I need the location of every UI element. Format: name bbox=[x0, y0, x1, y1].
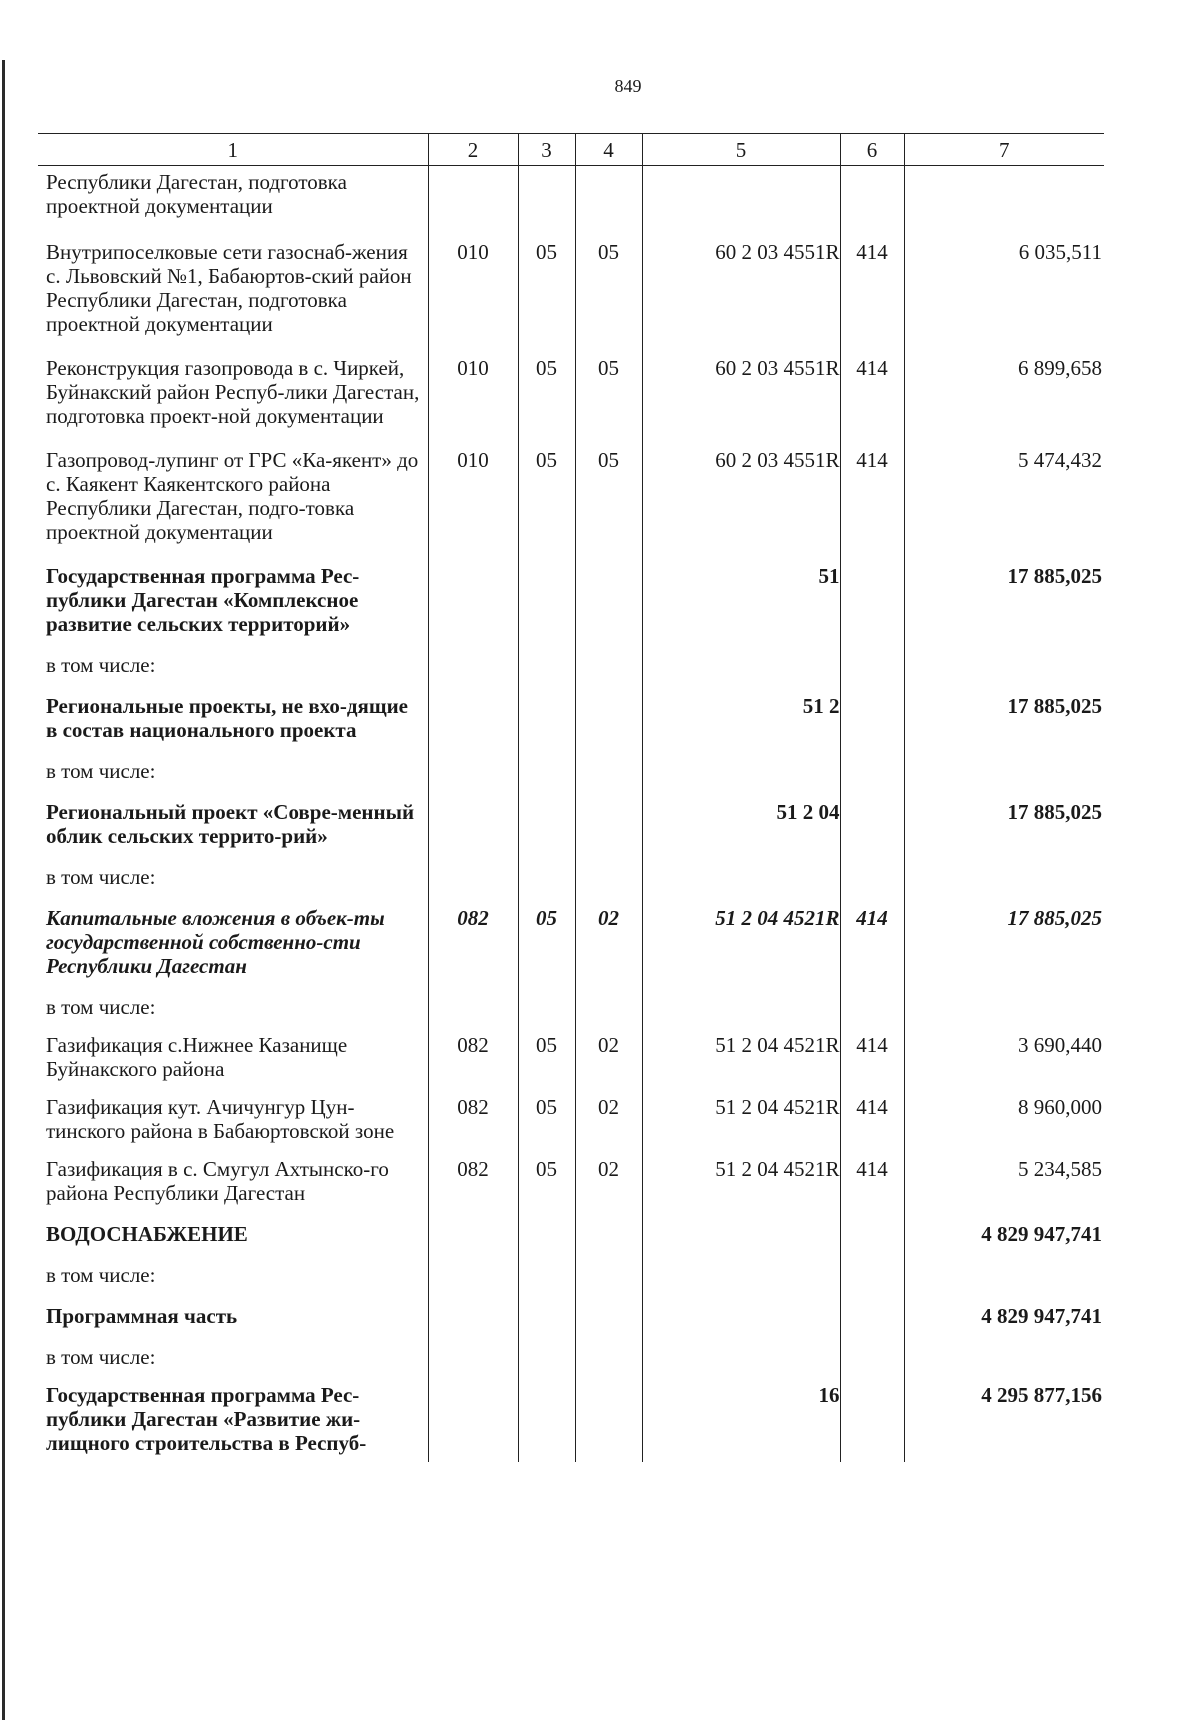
cell-ministry-code: 082 bbox=[428, 896, 518, 988]
cell-amount: 4 829 947,741 bbox=[904, 1294, 1104, 1338]
cell-ministry-code: 010 bbox=[428, 230, 518, 346]
cell-subsection bbox=[575, 858, 642, 896]
row-name: Газификация с.Нижнее Казанище Буйнакского района bbox=[46, 1033, 348, 1081]
row-name: Газификация кут. Ачичунгур Цун-тинского района в Бабаюртовской зоне bbox=[46, 1095, 395, 1143]
cell-section bbox=[518, 988, 575, 1026]
row-name: Внутрипоселковые сети газоснаб-жения с. Львовский №1, Бабаюртов-ский район Республики Дагестан, подготовка проектной документации bbox=[46, 240, 412, 336]
cell-target-article bbox=[642, 166, 840, 231]
table-row bbox=[38, 988, 1104, 1026]
cell-expense-type bbox=[840, 858, 904, 896]
cell-ministry-code bbox=[428, 988, 518, 1026]
row-name: в том числе: bbox=[46, 995, 156, 1019]
cell-section bbox=[518, 1294, 575, 1338]
cell-expense-type bbox=[840, 166, 904, 231]
cell-ministry-code bbox=[428, 1338, 518, 1376]
cell-expense-type: 414 bbox=[840, 1026, 904, 1088]
cell-section: 05 bbox=[518, 1150, 575, 1212]
cell-section bbox=[518, 1376, 575, 1462]
cell-target-article: 51 2 04 4521R bbox=[642, 896, 840, 988]
table-row bbox=[38, 230, 1104, 346]
cell-expense-type bbox=[840, 554, 904, 646]
cell-section bbox=[518, 1256, 575, 1294]
cell-amount: 8 960,000 bbox=[904, 1088, 1104, 1150]
cell-ministry-code: 010 bbox=[428, 438, 518, 554]
cell-subsection: 05 bbox=[575, 438, 642, 554]
cell-expense-type: 414 bbox=[840, 346, 904, 438]
table-row bbox=[38, 1294, 1104, 1338]
cell-amount bbox=[904, 988, 1104, 1026]
table-row bbox=[38, 346, 1104, 438]
table-row bbox=[38, 166, 1104, 231]
cell-section: 05 bbox=[518, 1026, 575, 1088]
column-header: 3 bbox=[518, 134, 575, 166]
header-row bbox=[38, 134, 1104, 166]
cell-target-article bbox=[642, 988, 840, 1026]
cell-expense-type: 414 bbox=[840, 1150, 904, 1212]
cell-target-article bbox=[642, 646, 840, 684]
cell-subsection bbox=[575, 752, 642, 790]
table-row bbox=[38, 896, 1104, 988]
row-name: ВОДОСНАБЖЕНИЕ bbox=[46, 1222, 248, 1246]
cell-subsection: 02 bbox=[575, 896, 642, 988]
row-name: в том числе: bbox=[46, 865, 156, 889]
cell-amount bbox=[904, 1338, 1104, 1376]
cell-subsection: 05 bbox=[575, 346, 642, 438]
cell-ministry-code bbox=[428, 1212, 518, 1256]
cell-subsection bbox=[575, 166, 642, 231]
cell-subsection bbox=[575, 1338, 642, 1376]
cell-amount: 17 885,025 bbox=[904, 554, 1104, 646]
cell-section bbox=[518, 752, 575, 790]
cell-target-article bbox=[642, 1294, 840, 1338]
table-row bbox=[38, 1376, 1104, 1462]
table-row bbox=[38, 1212, 1104, 1256]
table-row bbox=[38, 752, 1104, 790]
cell-expense-type: 414 bbox=[840, 1088, 904, 1150]
cell-expense-type bbox=[840, 684, 904, 752]
cell-section bbox=[518, 790, 575, 858]
column-header: 5 bbox=[642, 134, 840, 166]
cell-section bbox=[518, 858, 575, 896]
row-name: в том числе: bbox=[46, 653, 156, 677]
cell-target-article: 51 2 04 bbox=[642, 790, 840, 858]
cell-subsection bbox=[575, 790, 642, 858]
cell-ministry-code bbox=[428, 166, 518, 231]
cell-section: 05 bbox=[518, 438, 575, 554]
cell-ministry-code bbox=[428, 1376, 518, 1462]
cell-amount bbox=[904, 858, 1104, 896]
row-name: Республики Дагестан, подготовка проектной документации bbox=[46, 170, 347, 218]
cell-expense-type bbox=[840, 1376, 904, 1462]
cell-subsection bbox=[575, 988, 642, 1026]
cell-amount: 6 035,511 bbox=[904, 230, 1104, 346]
column-header: 2 bbox=[428, 134, 518, 166]
cell-expense-type bbox=[840, 646, 904, 684]
table-row bbox=[38, 1026, 1104, 1088]
cell-target-article: 60 2 03 4551R bbox=[642, 346, 840, 438]
cell-subsection: 02 bbox=[575, 1026, 642, 1088]
cell-expense-type: 414 bbox=[840, 230, 904, 346]
cell-section bbox=[518, 1212, 575, 1256]
cell-expense-type: 414 bbox=[840, 438, 904, 554]
table-row bbox=[38, 438, 1104, 554]
cell-target-article bbox=[642, 752, 840, 790]
cell-amount: 3 690,440 bbox=[904, 1026, 1104, 1088]
cell-subsection: 05 bbox=[575, 230, 642, 346]
row-name: Газификация в с. Смугул Ахтынско-го района Республики Дагестан bbox=[46, 1157, 389, 1205]
cell-ministry-code bbox=[428, 1256, 518, 1294]
column-header: 6 bbox=[840, 134, 904, 166]
cell-subsection bbox=[575, 1256, 642, 1294]
row-name: Государственная программа Рес-публики Дагестан «Развитие жи-лищного строительства в Респуб- bbox=[46, 1383, 367, 1455]
cell-section: 05 bbox=[518, 1088, 575, 1150]
row-name: в том числе: bbox=[46, 759, 156, 783]
budget-table bbox=[38, 133, 1104, 1462]
row-name: Реконструкция газопровода в с. Чиркей, Буйнакский район Респуб-лики Дагестан, подготовка проект-ной документации bbox=[46, 356, 420, 428]
cell-ministry-code: 010 bbox=[428, 346, 518, 438]
row-name: в том числе: bbox=[46, 1263, 156, 1287]
table-row bbox=[38, 684, 1104, 752]
cell-section bbox=[518, 684, 575, 752]
cell-section bbox=[518, 166, 575, 231]
table-row bbox=[38, 646, 1104, 684]
cell-section: 05 bbox=[518, 896, 575, 988]
cell-ministry-code bbox=[428, 1294, 518, 1338]
cell-target-article: 60 2 03 4551R bbox=[642, 230, 840, 346]
row-name: Региональный проект «Совре-менный облик сельских террито-рий» bbox=[46, 800, 415, 848]
row-name: Государственная программа Рес-публики Дагестан «Комплексное развитие сельских территорий» bbox=[46, 564, 360, 636]
cell-target-article: 16 bbox=[642, 1376, 840, 1462]
cell-amount: 17 885,025 bbox=[904, 790, 1104, 858]
table-row bbox=[38, 858, 1104, 896]
cell-amount: 17 885,025 bbox=[904, 684, 1104, 752]
cell-expense-type bbox=[840, 1212, 904, 1256]
row-name: Капитальные вложения в объек-ты государственной собственно-сти Республики Дагестан bbox=[46, 906, 385, 978]
cell-amount: 4 295 877,156 bbox=[904, 1376, 1104, 1462]
column-header: 1 bbox=[38, 134, 428, 166]
cell-target-article bbox=[642, 1256, 840, 1294]
table-row bbox=[38, 1150, 1104, 1212]
cell-subsection bbox=[575, 1212, 642, 1256]
scan-edge bbox=[2, 60, 5, 1720]
cell-ministry-code: 082 bbox=[428, 1026, 518, 1088]
cell-target-article: 60 2 03 4551R bbox=[642, 438, 840, 554]
table-row bbox=[38, 1088, 1104, 1150]
cell-amount bbox=[904, 1256, 1104, 1294]
table-row bbox=[38, 790, 1104, 858]
cell-section: 05 bbox=[518, 230, 575, 346]
cell-expense-type bbox=[840, 752, 904, 790]
cell-expense-type bbox=[840, 790, 904, 858]
cell-subsection bbox=[575, 554, 642, 646]
row-name: Региональные проекты, не вхо-дящие в состав национального проекта bbox=[46, 694, 408, 742]
cell-amount bbox=[904, 752, 1104, 790]
cell-ministry-code bbox=[428, 790, 518, 858]
cell-amount bbox=[904, 166, 1104, 231]
column-header: 4 bbox=[575, 134, 642, 166]
cell-ministry-code: 082 bbox=[428, 1088, 518, 1150]
cell-amount bbox=[904, 646, 1104, 684]
cell-amount: 6 899,658 bbox=[904, 346, 1104, 438]
cell-subsection: 02 bbox=[575, 1088, 642, 1150]
cell-ministry-code bbox=[428, 554, 518, 646]
cell-section bbox=[518, 1338, 575, 1376]
cell-target-article: 51 2 04 4521R bbox=[642, 1026, 840, 1088]
cell-target-article bbox=[642, 858, 840, 896]
row-name: в том числе: bbox=[46, 1345, 156, 1369]
cell-section: 05 bbox=[518, 346, 575, 438]
cell-expense-type: 414 bbox=[840, 896, 904, 988]
cell-ministry-code bbox=[428, 858, 518, 896]
cell-expense-type bbox=[840, 1294, 904, 1338]
cell-target-article: 51 2 04 4521R bbox=[642, 1150, 840, 1212]
cell-subsection: 02 bbox=[575, 1150, 642, 1212]
column-header: 7 bbox=[904, 134, 1104, 166]
cell-ministry-code bbox=[428, 646, 518, 684]
cell-ministry-code bbox=[428, 684, 518, 752]
cell-expense-type bbox=[840, 1338, 904, 1376]
cell-subsection bbox=[575, 646, 642, 684]
cell-target-article: 51 2 04 4521R bbox=[642, 1088, 840, 1150]
cell-amount: 5 234,585 bbox=[904, 1150, 1104, 1212]
cell-ministry-code: 082 bbox=[428, 1150, 518, 1212]
cell-target-article bbox=[642, 1212, 840, 1256]
cell-section bbox=[518, 554, 575, 646]
cell-target-article bbox=[642, 1338, 840, 1376]
cell-amount: 5 474,432 bbox=[904, 438, 1104, 554]
cell-expense-type bbox=[840, 988, 904, 1026]
table-row bbox=[38, 1338, 1104, 1376]
cell-target-article: 51 2 bbox=[642, 684, 840, 752]
table-row bbox=[38, 1256, 1104, 1294]
cell-ministry-code bbox=[428, 752, 518, 790]
row-name: Газопровод-лупинг от ГРС «Ка-якент» до с. Каякент Каякентского района Республики Дагестан, подго-товка проектной документации bbox=[46, 448, 419, 544]
page-number: 849 bbox=[614, 76, 642, 96]
cell-section bbox=[518, 646, 575, 684]
cell-expense-type bbox=[840, 1256, 904, 1294]
cell-subsection bbox=[575, 684, 642, 752]
row-name: Программная часть bbox=[46, 1304, 238, 1328]
cell-subsection bbox=[575, 1294, 642, 1338]
cell-target-article: 51 bbox=[642, 554, 840, 646]
table-row bbox=[38, 554, 1104, 646]
cell-amount: 4 829 947,741 bbox=[904, 1212, 1104, 1256]
cell-subsection bbox=[575, 1376, 642, 1462]
cell-amount: 17 885,025 bbox=[904, 896, 1104, 988]
